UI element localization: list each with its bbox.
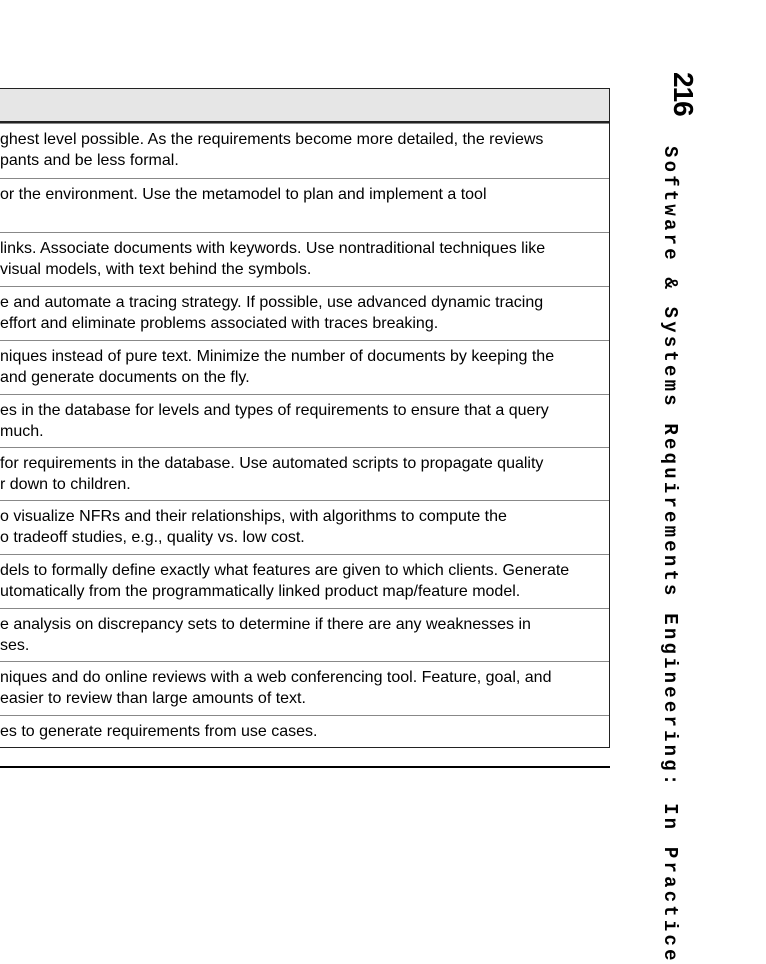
row-text-line: for requirements in the database. Use automated scripts to propagate quality — [0, 455, 544, 472]
row-text-line: ses. — [0, 637, 30, 654]
table-row — [0, 608, 609, 661]
row-text-line: niques and do online reviews with a web conferencing tool. Feature, goal, and — [0, 669, 552, 686]
row-text-line: effort and eliminate problems associated with traces breaking. — [0, 315, 439, 332]
row-text-line: pants and be less formal. — [0, 152, 179, 169]
row-text-line: or the environment. Use the metamodel to plan and implement a tool — [0, 186, 487, 203]
row-text-line: dels to formally define exactly what features are given to which clients. Generate — [0, 562, 570, 579]
row-text-line: e analysis on discrepancy sets to determine if there are any weaknesses in — [0, 616, 531, 633]
row-text-line: much. — [0, 423, 44, 440]
row-text-line: visual models, with text behind the symbols. — [0, 261, 312, 278]
row-text-line: o tradeoff studies, e.g., quality vs. low cost. — [0, 529, 305, 546]
row-text-line: niques instead of pure text. Minimize the number of documents by keeping the — [0, 348, 555, 365]
page-number: 216 — [668, 72, 699, 116]
table-row — [0, 554, 609, 608]
requirements-table — [0, 88, 610, 748]
running-title: Software & Systems Requirements Engineering: In Practice — [659, 146, 681, 964]
row-text-line: o visualize NFRs and their relationships, with algorithms to compute the — [0, 508, 507, 525]
row-text-line: links. Associate documents with keywords. Use nontraditional techniques like — [0, 240, 546, 257]
table-row — [0, 661, 609, 715]
row-text-line: es to generate requirements from use cases. — [0, 723, 318, 740]
table-row — [0, 447, 609, 500]
row-text-line: and generate documents on the fly. — [0, 369, 250, 386]
table-row — [0, 500, 609, 554]
table-row — [0, 340, 609, 394]
table-row — [0, 232, 609, 286]
row-text-line: r down to children. — [0, 476, 131, 493]
table-row — [0, 715, 609, 747]
table-row — [0, 178, 609, 232]
table-header — [0, 89, 609, 123]
table-row — [0, 123, 609, 178]
row-text-line: e and automate a tracing strategy. If possible, use advanced dynamic tracing — [0, 294, 544, 311]
table-row — [0, 394, 609, 447]
row-text-line: ghest level possible. As the requirements become more detailed, the reviews — [0, 131, 544, 148]
row-text-line: utomatically from the programmatically linked product map/feature model. — [0, 583, 521, 600]
row-text-line: easier to review than large amounts of text. — [0, 690, 306, 707]
row-text-line — [0, 205, 593, 226]
row-text-line: es in the database for levels and types of requirements to ensure that a query — [0, 402, 549, 419]
bottom-rule — [0, 766, 610, 768]
table-row — [0, 286, 609, 340]
